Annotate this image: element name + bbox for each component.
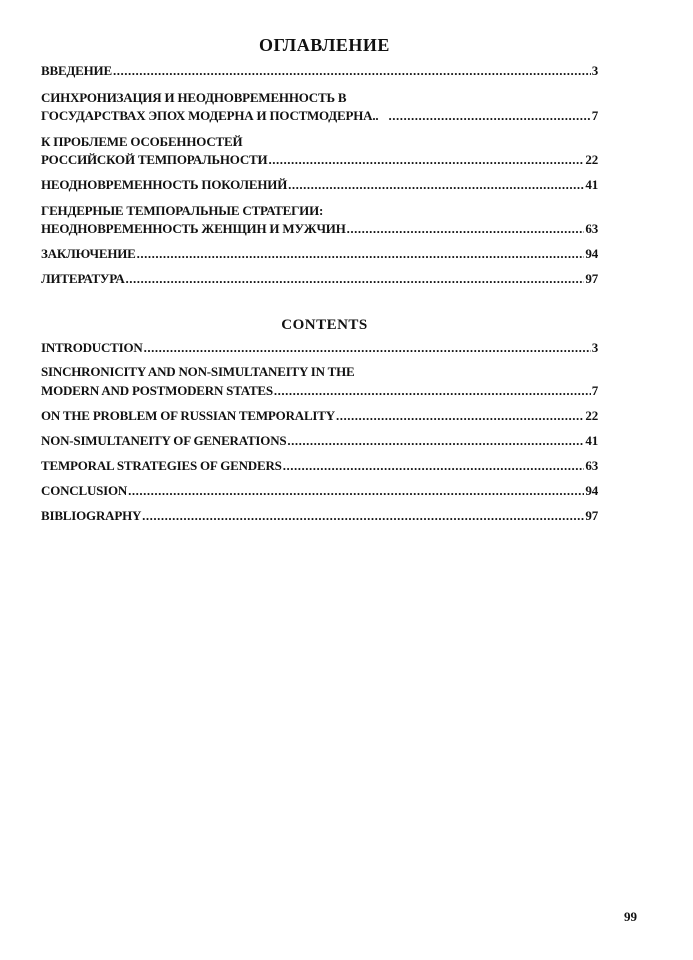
toc-entry-page: 94 xyxy=(585,483,598,498)
dot-leader xyxy=(347,220,585,238)
toc-entry-page: 22 xyxy=(585,408,598,423)
toc-entry-generations-en[interactable] xyxy=(41,431,598,450)
toc-entry-title: CONCLUSION xyxy=(41,483,128,498)
toc-entry-introduction-en[interactable] xyxy=(41,338,598,357)
toc-entry-synchronicity-en[interactable] xyxy=(41,362,598,400)
toc-entry-page: 7 xyxy=(591,383,598,398)
dot-leader xyxy=(113,62,591,80)
toc-english-list xyxy=(41,338,598,525)
toc-entry-page: 7 xyxy=(591,108,598,123)
toc-entry-page: 3 xyxy=(591,340,598,355)
toc-entry-conclusion-ru[interactable] xyxy=(41,245,598,263)
toc-entry-page: 41 xyxy=(585,433,598,448)
toc-entry-synchronization-ru[interactable] xyxy=(41,89,598,125)
dot-leader xyxy=(128,481,584,500)
toc-entry-title: INTRODUCTION xyxy=(41,340,143,355)
toc-entry-gender-strategies-ru[interactable] xyxy=(41,202,598,238)
toc-entry-conclusion-en[interactable] xyxy=(41,481,598,500)
dot-leader xyxy=(268,151,584,169)
toc-entry-russian-temporality-en[interactable] xyxy=(41,406,598,425)
toc-entry-title: ЗАКЛЮЧЕНИЕ xyxy=(41,246,136,261)
toc-entry-generations-ru[interactable] xyxy=(41,176,598,194)
toc-entry-page: 63 xyxy=(585,221,598,236)
toc-entry-page: 3 xyxy=(591,63,598,78)
toc-entry-introduction-ru[interactable] xyxy=(41,62,598,80)
toc-entry-title: NON-SIMULTANEITY OF GENERATIONS xyxy=(41,433,287,448)
toc-entry-title-line2: MODERN AND POSTMODERN STATES xyxy=(41,383,273,398)
dot-leader xyxy=(274,381,591,400)
toc-entry-literature-ru[interactable] xyxy=(41,270,598,288)
toc-russian xyxy=(41,30,598,288)
toc-entry-title: НЕОДНОВРЕМЕННОСТЬ ПОКОЛЕНИЙ xyxy=(41,177,288,192)
toc-entry-page: 97 xyxy=(585,508,598,523)
toc-entry-bibliography-en[interactable] xyxy=(41,506,598,525)
toc-russian-list xyxy=(41,62,598,288)
toc-english xyxy=(41,312,598,525)
toc-entry-title-line1: ГЕНДЕРНЫЕ ТЕМПОРАЛЬНЫЕ СТРАТЕГИИ: xyxy=(41,203,324,218)
toc-entry-title-line1: К ПРОБЛЕМЕ ОСОБЕННОСТЕЙ xyxy=(41,134,243,149)
toc-entry-title: ON THE PROBLEM OF RUSSIAN TEMPORALITY xyxy=(41,408,335,423)
toc-entry-page: 97 xyxy=(585,271,598,286)
toc-entry-title-line2: НЕОДНОВРЕМЕННОСТЬ ЖЕНЩИН И МУЖЧИН xyxy=(41,221,346,236)
dot-leader xyxy=(142,506,584,525)
toc-entry-russian-temporality-ru[interactable] xyxy=(41,133,598,169)
dot-leader xyxy=(288,176,584,194)
dot-leader xyxy=(388,107,590,125)
dot-leader xyxy=(287,431,584,450)
toc-english-heading: CONTENTS xyxy=(281,317,368,333)
toc-entry-page: 94 xyxy=(585,246,598,261)
dot-leader xyxy=(144,338,591,357)
toc-entry-gender-strategies-en[interactable] xyxy=(41,456,598,475)
dot-leader xyxy=(336,406,584,425)
toc-entry-title-line1: SINCHRONICITY AND NON-SIMULTANEITY IN THE xyxy=(41,364,355,379)
toc-entry-page: 63 xyxy=(585,458,598,473)
toc-entry-title-line1: СИНХРОНИЗАЦИЯ И НЕОДНОВРЕМЕННОСТЬ В xyxy=(41,90,347,105)
toc-entry-title-line2: РОССИЙСКОЙ ТЕМПОРАЛЬНОСТИ xyxy=(41,152,268,167)
dot-leader xyxy=(126,270,585,288)
toc-entry-title: TEMPORAL STRATEGIES OF GENDERS xyxy=(41,458,282,473)
dot-leader xyxy=(137,245,585,263)
dot-leader xyxy=(283,456,585,475)
toc-entry-title: ЛИТЕРАТУРА xyxy=(41,271,125,286)
page-number: 99 xyxy=(624,909,637,924)
toc-entry-page: 41 xyxy=(585,177,598,192)
toc-entry-title: ВВЕДЕНИЕ xyxy=(41,63,112,78)
toc-entry-page: 22 xyxy=(585,152,598,167)
toc-russian-heading: ОГЛАВЛЕНИЕ xyxy=(259,35,390,55)
toc-entry-title: BIBLIOGRAPHY xyxy=(41,508,142,523)
toc-entry-title-line2: ГОСУДАРСТВАХ ЭПОХ МОДЕРНА И ПОСТМОДЕРНА.. xyxy=(41,108,379,123)
